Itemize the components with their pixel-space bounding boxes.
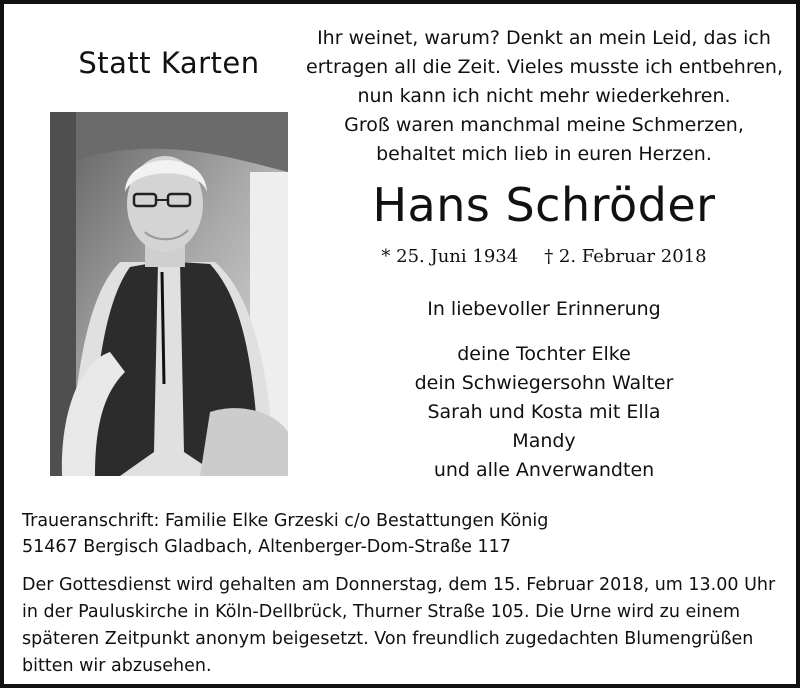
mourner-line: Sarah und Kosta mit Ella (427, 401, 661, 423)
mourners-list (306, 340, 782, 485)
poem (306, 24, 782, 169)
memory-line: In liebevoller Erinnerung (427, 298, 661, 320)
mourner-line: Mandy (512, 430, 576, 452)
portrait-photo-graphic (50, 112, 288, 476)
poem-line: Ihr weinet, warum? Denkt an mein Leid, das ich (317, 27, 771, 49)
mourner-line: dein Schwiegersohn Walter (414, 372, 674, 394)
service-line: späteren Zeitpunkt anonym beigesetzt. Von freundlich zugedachten Blumengrüßen (22, 629, 754, 649)
address-line: Traueranschrift: Familie Elke Grzeski c/o Bestattungen König (22, 511, 549, 531)
poem-line: nun kann ich nicht mehr wiederkehren. (357, 85, 731, 107)
death-date: † 2. Februar 2018 (544, 246, 707, 267)
poem-line: behaltet mich lieb in euren Herzen. (376, 143, 712, 165)
condolence-address (22, 508, 782, 560)
poem-line: Groß waren manchmal meine Schmerzen, (344, 114, 744, 136)
service-line: bitten wir abzusehen. (22, 656, 212, 676)
mourner-line: und alle Anverwandten (433, 459, 655, 481)
service-line: in der Pauluskirche in Köln-Dellbrück, Thurner Straße 105. Die Urne wird zu einem (22, 602, 741, 622)
statt-karten-heading: Statt Karten (78, 46, 260, 80)
service-line: Der Gottesdienst wird gehalten am Donnerstag, dem 15. Februar 2018, um 13.00 Uhr (22, 575, 776, 595)
mourner-line: deine Tochter Elke (457, 343, 631, 365)
life-dates (306, 246, 782, 267)
poem-line: ertragen all die Zeit. Vieles musste ich entbehren, (306, 56, 783, 78)
deceased-name: Hans Schröder (372, 178, 716, 232)
address-line: 51467 Bergisch Gladbach, Altenberger-Dom-Straße 117 (22, 537, 511, 557)
birth-date: * 25. Juni 1934 (381, 246, 519, 267)
service-notice (22, 572, 782, 680)
portrait-photo (50, 112, 288, 476)
